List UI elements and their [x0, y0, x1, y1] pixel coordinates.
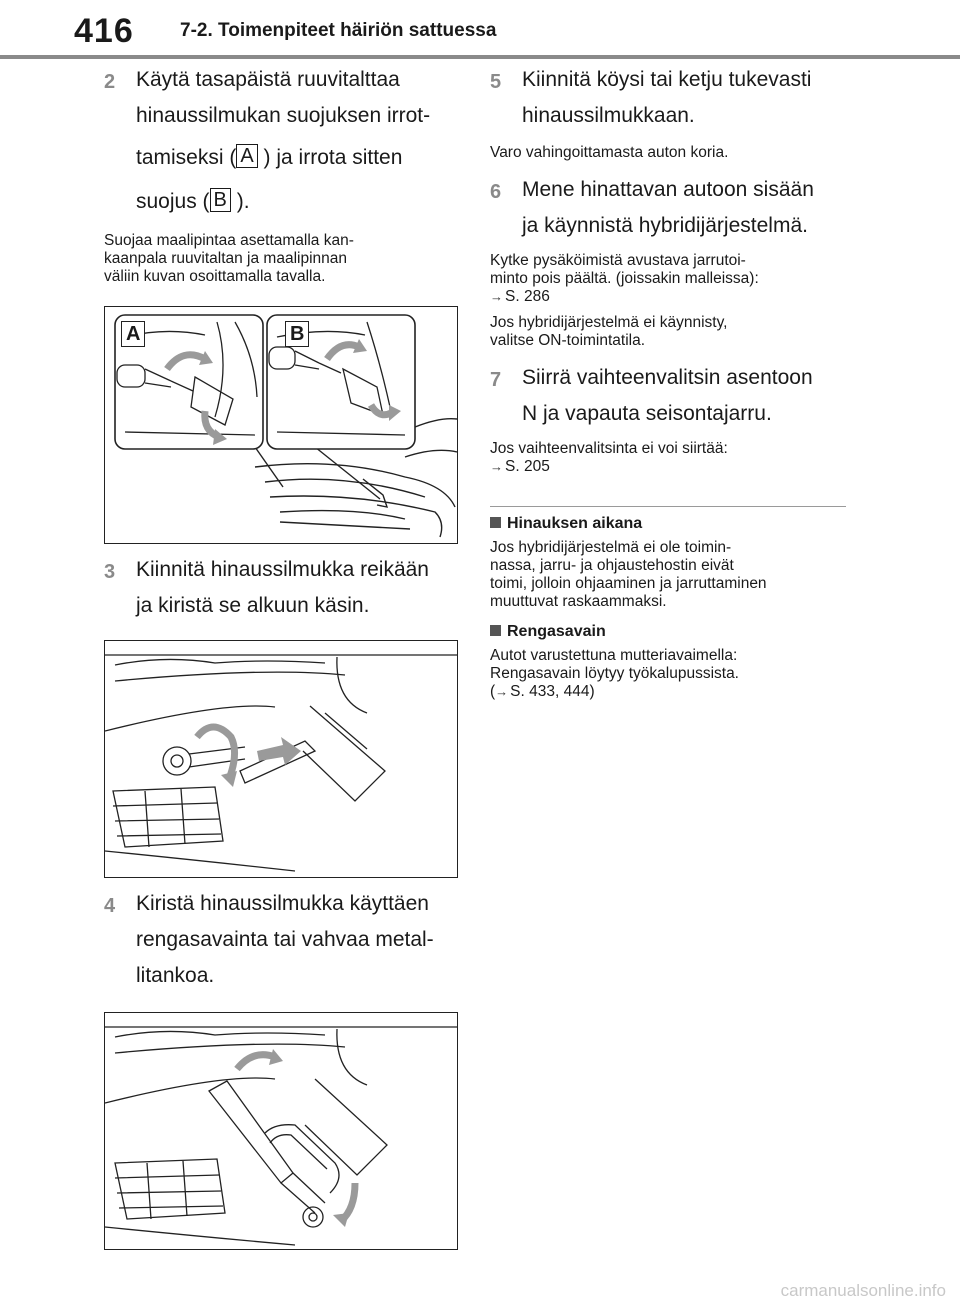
right-arrow-icon: → — [490, 459, 503, 474]
square-bullet-icon — [490, 517, 501, 528]
step-text: Käytä tasapäistä ruuvitalttaa — [136, 68, 400, 91]
step-text — [136, 134, 460, 182]
step-2 — [104, 62, 460, 226]
step-number: 2 — [104, 71, 116, 93]
note-line — [490, 683, 850, 701]
step-number: 4 — [104, 895, 116, 917]
step-text: Kiinnitä köysi tai ketju tukevasti — [522, 68, 812, 91]
step-number: 7 — [490, 369, 502, 391]
note-step-5: Varo vahingoittamasta auton koria. — [490, 144, 729, 161]
watermark: carmanualsonline.info — [780, 1281, 946, 1300]
figure-eyelet-tighten — [104, 1012, 458, 1250]
step-text: Kiinnitä hinaussilmukka reikään — [136, 558, 429, 581]
figure-eyelet-install — [104, 640, 458, 878]
page-reference-link[interactable]: S. 286 — [505, 288, 550, 305]
step-text: N ja vapauta seisontajarru. — [522, 402, 772, 425]
page-reference-link[interactable]: S. 433, 444) — [510, 683, 595, 700]
note-line: minto pois päältä. (joissakin malleissa): — [490, 270, 759, 287]
note-step-7 — [490, 440, 850, 476]
step-number: 6 — [490, 181, 502, 203]
right-arrow-icon: → — [490, 289, 503, 304]
right-arrow-icon: → — [495, 684, 509, 699]
step-text: hinaussilmukan suojuksen irrot- — [136, 104, 431, 127]
step-text — [136, 178, 460, 226]
wrench-note — [490, 647, 850, 701]
section-title: 7-2. Toimenpiteet häiriön sattuessa — [180, 20, 497, 41]
note-line: toimi, jolloin ohjaaminen ja jarruttaminen — [490, 575, 767, 592]
right-column — [490, 62, 850, 701]
note-line: kaanpala ruuvitaltan ja maalipinnan — [104, 250, 347, 267]
note-line: Kytke pysäköimistä avustava jarrutoi- — [490, 252, 746, 269]
note-line: Autot varustettuna mutteriavaimella: — [490, 647, 738, 664]
figure-label-b: B — [285, 321, 309, 347]
note-line — [490, 458, 850, 476]
note-line: Jos hybridijärjestelmä ei ole toimin- — [490, 539, 732, 556]
step-number: 3 — [104, 561, 116, 583]
towing-heading — [490, 515, 850, 533]
note-step-6-on-mode — [490, 314, 850, 350]
wrench-heading — [490, 623, 850, 641]
step-text: litankoa. — [136, 964, 215, 987]
step-text: Siirrä vaihteenvalitsin asentoon — [522, 366, 813, 389]
step-text: Kiristä hinaussilmukka käyttäen — [136, 892, 429, 915]
figure-cover-removal — [104, 306, 458, 544]
note-step-2 — [104, 232, 460, 286]
figure-label-a: A — [121, 321, 145, 347]
text-part: ) ja irrota sitten — [257, 146, 403, 169]
note-line: Jos hybridijärjestelmä ei käynnisty, — [490, 314, 728, 331]
square-bullet-icon — [490, 625, 501, 636]
section-divider — [490, 506, 846, 507]
label-box-a: A — [236, 144, 257, 168]
note-step-6-parking-brake — [490, 252, 850, 306]
text-part: tamiseksi ( — [136, 146, 237, 169]
note-line: Suojaa maalipintaa asettamalla kan- — [104, 232, 354, 249]
eyelet-tighten-illustration — [105, 1013, 457, 1249]
step-4 — [104, 886, 460, 994]
text-part: suojus ( — [136, 190, 210, 213]
step-text: ja käynnistä hybridijärjestelmä. — [522, 214, 808, 237]
page-reference-link[interactable]: S. 205 — [505, 458, 550, 475]
step-3 — [104, 552, 460, 624]
left-column — [104, 62, 460, 1250]
step-text: Mene hinattavan autoon sisään — [522, 178, 814, 201]
eyelet-install-illustration — [105, 641, 457, 877]
note-line: nassa, jarru- ja ohjaustehostin eivät — [490, 557, 734, 574]
step-text: rengasavainta tai vahvaa metal- — [136, 928, 434, 951]
note-line: valitse ON-toimintatila. — [490, 332, 646, 349]
step-7 — [490, 360, 850, 432]
step-number: 5 — [490, 71, 502, 93]
step-6 — [490, 172, 850, 244]
cover-removal-illustration — [105, 307, 457, 543]
step-5 — [490, 62, 850, 134]
note-line: väliin kuvan osoittamalla tavalla. — [104, 268, 326, 285]
step-text: ja kiristä se alkuun käsin. — [136, 594, 370, 617]
header-rule — [0, 55, 960, 59]
text-part: ). — [230, 190, 250, 213]
note-line: Jos vaihteenvalitsinta ei voi siirtää: — [490, 440, 728, 457]
towing-note — [490, 539, 850, 611]
page-number: 416 — [74, 12, 134, 50]
label-box-b: B — [210, 188, 231, 212]
heading-text: Hinauksen aikana — [507, 515, 643, 532]
note-line: Rengasavain löytyy työkalupussista. — [490, 665, 739, 682]
note-line — [490, 288, 850, 306]
heading-text: Rengasavain — [507, 623, 606, 640]
note-line: muuttuvat raskaammaksi. — [490, 593, 667, 610]
paren: ( — [490, 683, 496, 700]
step-text: hinaussilmukkaan. — [522, 104, 695, 127]
